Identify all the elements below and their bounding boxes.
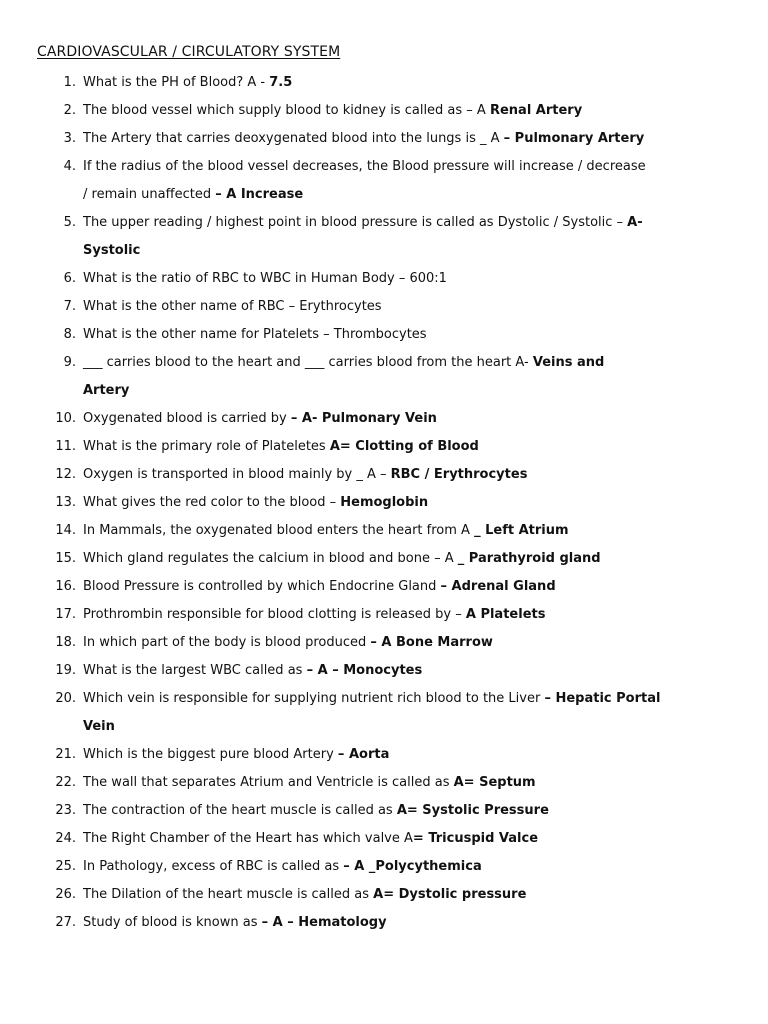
item-number: 5. <box>63 215 76 230</box>
item-line <box>83 97 582 125</box>
question-text: The wall that separates Atrium and Ventricle is called as <box>83 775 454 790</box>
answer-text: – Adrenal Gland <box>440 579 556 594</box>
item-number: 22. <box>55 775 76 790</box>
item-number: 25. <box>55 859 76 874</box>
answer-text: – A _Polycythemica <box>343 859 482 874</box>
item-number: 16. <box>55 579 76 594</box>
item-line <box>83 741 389 769</box>
answer-text: Hemoglobin <box>340 495 429 510</box>
item-line <box>83 685 660 713</box>
item-line <box>83 209 643 237</box>
question-text: What is the ratio of RBC to WBC in Human Body – 600:1 <box>83 271 447 286</box>
answer-text: A- <box>627 215 643 230</box>
answer-text: – A Bone Marrow <box>370 635 493 650</box>
item-line <box>83 545 601 573</box>
answer-text: Vein <box>83 719 115 734</box>
answer-text: _ Parathyroid gland <box>457 551 601 566</box>
answer-text: A= Systolic Pressure <box>396 803 549 818</box>
item-number: 3. <box>63 131 76 146</box>
question-text: Which gland regulates the calcium in blood and bone – A <box>83 551 458 566</box>
item-line <box>83 657 422 685</box>
question-text: In Pathology, excess of RBC is called as <box>83 859 344 874</box>
item-line <box>83 825 538 853</box>
item-number: 2. <box>63 103 76 118</box>
item-line <box>83 433 479 461</box>
answer-text: Renal Artery <box>489 103 583 118</box>
item-number: 17. <box>55 607 76 622</box>
item-number: 21. <box>55 747 76 762</box>
answer-text: = Tricuspid Valce <box>412 831 539 846</box>
question-text: The upper reading / highest point in blood pressure is called as Dystolic / Systolic – <box>83 215 628 230</box>
answer-text: Systolic <box>83 243 141 258</box>
item-line <box>83 125 644 153</box>
item-number: 20. <box>55 691 76 706</box>
answer-text: A= Septum <box>453 775 536 790</box>
item-number: 9. <box>63 355 76 370</box>
item-line <box>83 461 527 489</box>
item-number: 18. <box>55 635 76 650</box>
question-text: What is the PH of Blood? A - <box>83 75 270 90</box>
item-number: 13. <box>55 495 76 510</box>
item-number: 4. <box>63 159 76 174</box>
question-text: The blood vessel which supply blood to kidney is called as – A <box>83 103 490 118</box>
answer-text: – Pulmonary Artery <box>503 131 645 146</box>
answer-text: – A- Pulmonary Vein <box>290 411 437 426</box>
question-text: What is the other name of RBC – Erythrocytes <box>83 299 382 314</box>
question-text: Study of blood is known as <box>83 915 262 930</box>
answer-text: A= Dystolic pressure <box>373 887 527 902</box>
item-number: 12. <box>55 467 76 482</box>
question-text: What is the largest WBC called as <box>83 663 307 678</box>
item-line <box>83 629 493 657</box>
item-line <box>83 713 115 741</box>
item-line <box>83 153 646 181</box>
answer-text: – A Increase <box>215 187 304 202</box>
item-number: 26. <box>55 887 76 902</box>
answer-text: Artery <box>83 383 130 398</box>
question-text: Prothrombin responsible for blood clotting is released by – <box>83 607 466 622</box>
item-line <box>83 909 387 937</box>
item-line <box>83 797 549 825</box>
document-title: CARDIOVASCULAR / CIRCULATORY SYSTEM <box>37 44 341 60</box>
question-text: What is the other name for Platelets – Thrombocytes <box>83 327 427 342</box>
item-number: 19. <box>55 663 76 678</box>
item-line <box>83 573 556 601</box>
item-number: 6. <box>63 271 76 286</box>
question-text: Oxygenated blood is carried by <box>83 411 291 426</box>
question-text: The contraction of the heart muscle is called as <box>83 803 397 818</box>
item-line <box>83 377 129 405</box>
item-number: 10. <box>55 411 76 426</box>
question-text: If the radius of the blood vessel decreases, the Blood pressure will increase / decrease <box>83 159 646 174</box>
item-number: 23. <box>55 803 76 818</box>
item-number: 11. <box>55 439 76 454</box>
item-line <box>83 181 303 209</box>
question-text: What is the primary role of Plateletes <box>83 439 330 454</box>
item-line <box>83 769 536 797</box>
question-text: What gives the red color to the blood – <box>83 495 341 510</box>
answer-text: A Platelets <box>465 607 546 622</box>
item-line <box>83 601 545 629</box>
item-number: 14. <box>55 523 76 538</box>
question-text: In which part of the body is blood produced <box>83 635 371 650</box>
item-line <box>83 321 427 349</box>
question-text: Which is the biggest pure blood Artery <box>83 747 338 762</box>
item-line <box>83 349 604 377</box>
answer-text: – A – Monocytes <box>306 663 423 678</box>
item-line <box>83 237 140 265</box>
item-number: 24. <box>55 831 76 846</box>
question-text: Blood Pressure is controlled by which Endocrine Gland <box>83 579 441 594</box>
item-line <box>83 405 437 433</box>
question-text: ___ carries blood to the heart and ___ carries blood from the heart A- <box>83 355 533 370</box>
question-text: In Mammals, the oxygenated blood enters the heart from A <box>83 523 475 538</box>
item-number: 1. <box>63 75 76 90</box>
item-number: 7. <box>63 299 76 314</box>
item-line <box>83 489 428 517</box>
answer-text: Veins and <box>532 355 605 370</box>
answer-text: – Aorta <box>337 747 390 762</box>
answer-text: _ Left Atrium <box>474 523 569 538</box>
question-text: The Right Chamber of the Heart has which valve A <box>83 831 413 846</box>
item-number: 8. <box>63 327 76 342</box>
item-line <box>83 293 382 321</box>
question-text: Oxygen is transported in blood mainly by _ A – <box>83 467 391 482</box>
answer-text: A= Clotting of Blood <box>329 439 479 454</box>
item-line <box>83 853 482 881</box>
question-text: Which vein is responsible for supplying nutrient rich blood to the Liver <box>83 691 545 706</box>
item-number: 15. <box>55 551 76 566</box>
question-text: The Artery that carries deoxygenated blood into the lungs is _ A <box>83 131 504 146</box>
answer-text: RBC / Erythrocytes <box>390 467 528 482</box>
question-text: The Dilation of the heart muscle is called as <box>83 887 374 902</box>
item-number: 27. <box>55 915 76 930</box>
item-line <box>83 881 526 909</box>
question-text: / remain unaffected <box>83 187 216 202</box>
item-line <box>83 517 569 545</box>
answer-text: – Hepatic Portal <box>544 691 661 706</box>
item-line <box>83 265 447 293</box>
answer-text: – A – Hematology <box>261 915 387 930</box>
item-line <box>83 69 292 97</box>
answer-text: 7.5 <box>269 75 293 90</box>
